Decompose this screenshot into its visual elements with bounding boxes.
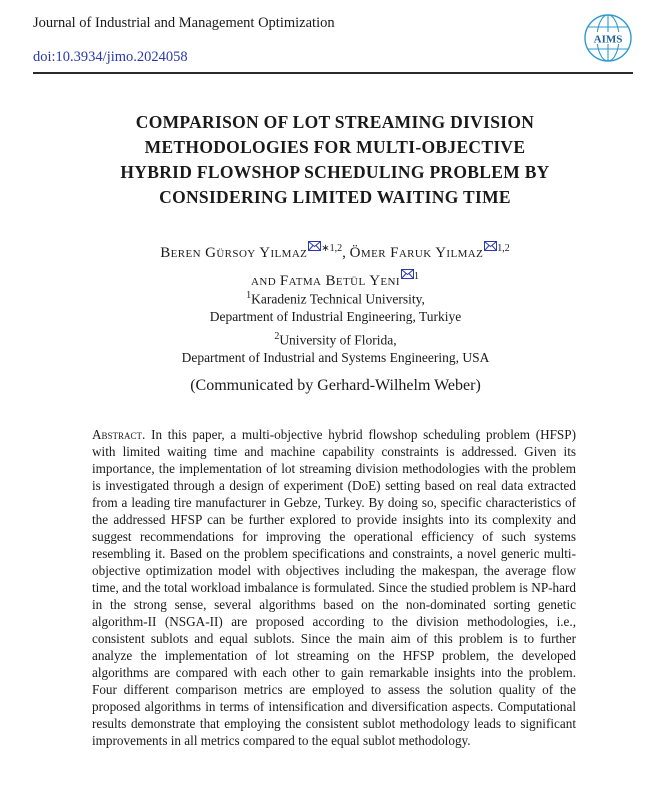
affiliation-marker: 1 xyxy=(246,290,252,301)
affiliation-institution: University of Florida, xyxy=(279,332,397,348)
title-line: HYBRID FLOWSHOP SCHEDULING PROBLEM BY xyxy=(120,162,550,182)
paper-title xyxy=(40,110,630,210)
doi-link[interactable]: doi:10.3934/jimo.2024058 xyxy=(33,49,188,65)
journal-name: Journal of Industrial and Management Optimization xyxy=(33,15,335,31)
communicated-by: (Communicated by Gerhard-Wilhelm Weber) xyxy=(190,377,481,394)
aims-logo xyxy=(583,13,633,63)
abstract xyxy=(92,426,576,749)
header-rule xyxy=(33,72,633,74)
affiliation-2 xyxy=(0,328,671,366)
title-line: COMPARISON OF LOT STREAMING DIVISION xyxy=(135,112,535,132)
affiliation-1 xyxy=(0,287,671,325)
email-icon[interactable] xyxy=(401,269,414,279)
author-affiliation-marker: 1,2 xyxy=(497,243,510,254)
author-affiliation-marker: ∗1,2 xyxy=(321,243,343,254)
svg-text:AIMS: AIMS xyxy=(593,33,623,46)
abstract-text: In this paper, a multi-objective hybrid flowshop scheduling problem (HFSP) with limited waiting time and machine capability constraints is addressed. Given its importance, the implementation of lot streaming division methodologies with the problem is investigated through a design of experiment (DoE) setting based on real data extracted from a leading tire manufacturer in Gebze, Turkey. By doing so, specific characteristics of the addressed HFSP can be further explored to provide insights into its complexity and suggest recommendations for improving the operational efficiency of such systems resembling it. Based on the problem specifications and constraints, a novel generic multi-objective optimization model with objectives including the makespan, the average flow time, and the total workload imbalance is formulated. Since the studied problem is NP-hard in the strong sense, several algorithms based on the non-dominated sorting genetic algorithm-II (NSGA-II) are proposed according to the division methodologies, i.e., consistent sublots and equal sublots. Since the main aim of this problem is to further analyze the implementation of lot streaming on the HFSP problem, the developed algorithms are compared with each other to gain remarkable insights into the problem. Four different comparison metrics are employed to assess the solution quality of the proposed algorithms in terms of intensification and diversification aspects. Computational results demonstrate that employing the consistent sublot methodology leads to significant improvements in all metrics compared to the equal sublot methodology. xyxy=(92,427,576,748)
affiliation-department: Department of Industrial and Systems Engineering, USA xyxy=(181,349,490,365)
author-name: Beren Gürsoy Yilmaz xyxy=(160,245,308,261)
author-name: Ömer Faruk Yilmaz xyxy=(349,245,484,261)
author-conjunction: and xyxy=(251,273,277,289)
affiliation-institution: Karadeniz Technical University, xyxy=(251,291,425,307)
email-icon[interactable] xyxy=(484,241,497,251)
affiliation-department: Department of Industrial Engineering, Turkiye xyxy=(209,308,462,324)
title-line: CONSIDERING LIMITED WAITING TIME xyxy=(159,187,511,207)
abstract-label: Abstract. xyxy=(92,427,146,442)
affiliation-marker: 2 xyxy=(274,331,280,342)
author-affiliation-marker: 1 xyxy=(413,271,419,282)
author-list: Beren Gürsoy Yilmaz $^{∗1,2}$, Ömer Faruk Yilmaz $^{1,2}$ and Fatma Betül Yeni $^1$ xyxy=(160,243,510,289)
title-line: METHODOLOGIES FOR MULTI-OBJECTIVE xyxy=(144,137,526,157)
email-icon[interactable] xyxy=(308,241,321,251)
author-name: Fatma Betül Yeni xyxy=(279,273,400,289)
